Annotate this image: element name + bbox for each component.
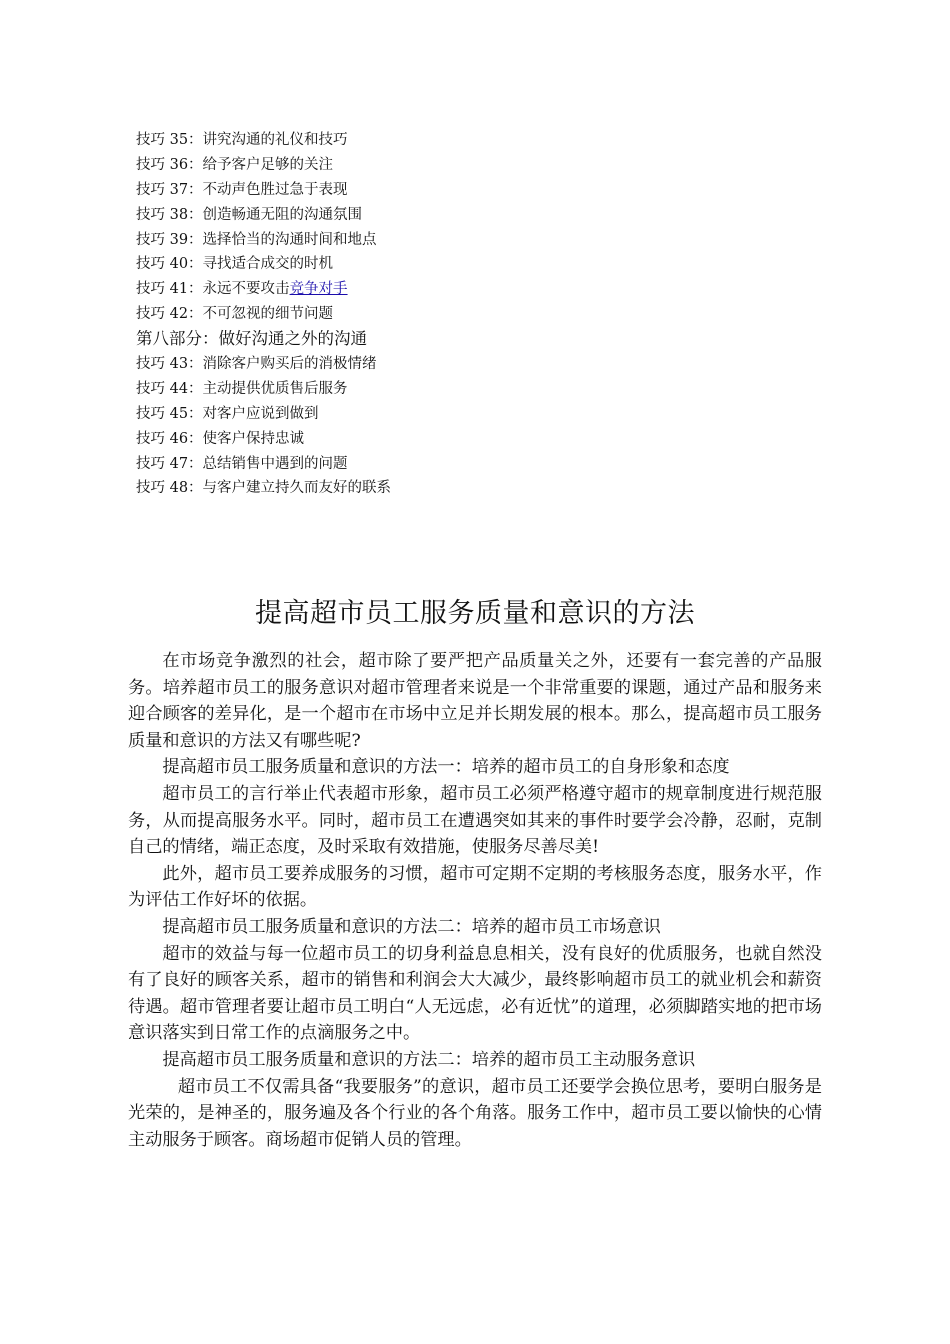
toc-item: 技巧 44：主动提供优质售后服务 — [136, 380, 348, 397]
paragraph: 此外，超市员工要养成服务的习惯，超市可定期不定期的考核服务态度，服务水平，作为评估工作好坏的依据。 — [128, 863, 822, 911]
toc-section-heading: 第八部分：做好沟通之外的沟通 — [136, 329, 367, 349]
article-body — [128, 648, 822, 1153]
method-heading: 提高超市员工服务质量和意识的方法一：培养的超市员工的自身形象和态度 — [162, 757, 730, 778]
toc-item: 技巧 40：寻找适合成交的时机 — [136, 256, 334, 273]
toc-list — [136, 128, 736, 501]
toc-item-41 — [136, 277, 736, 302]
toc-item: 技巧 36：给予客户足够的关注 — [136, 156, 334, 173]
toc-item-41-text: 技巧 41：永远不要攻击 — [136, 281, 290, 298]
toc-item: 技巧 43：消除客户购买后的消极情绪 — [136, 356, 377, 373]
paragraph: 在市场竞争激烈的社会，超市除了要严把产品质量关之外，还要有一套完善的产品服务。培养超市员工的服务意识对超市管理者来说是一个非常重要的课题，通过产品和服务来迎合顾客的差异化，是一个超市在市场中立足并长期发展的根本。那么，提高超市员工服务质量和意识的方法又有哪些呢? — [128, 651, 822, 751]
toc-item: 技巧 47：总结销售中遇到的问题 — [136, 455, 348, 472]
paragraph: 超市员工不仅需具备“我要服务”的意识，超市员工还要学会换位思考，要明白服务是光荣的，是神圣的，服务遍及各个行业的各个角落。服务工作中，超市员工要以愉快的心情主动服务于顾客。商场超市促销人员的管理。 — [128, 1076, 822, 1150]
method-heading: 提高超市员工服务质量和意识的方法二：培养的超市员工市场意识 — [162, 916, 661, 937]
paragraph: 超市员工的言行举止代表超市形象，超市员工必须严格遵守超市的规章制度进行规范服务，从而提高服务水平。同时，超市员工在遭遇突如其来的事件时要学会冷静，忍耐，克制自己的情绪，端正态度，及时采取有效措施，使服务尽善尽美! — [128, 783, 822, 858]
toc-item: 技巧 37：不动声色胜过急于表现 — [136, 181, 348, 198]
toc-item: 技巧 42：不可忽视的细节问题 — [136, 306, 334, 323]
toc-item: 技巧 35：讲究沟通的礼仪和技巧 — [136, 132, 348, 148]
paragraph: 超市的效益与每一位超市员工的切身利益息息相关，没有良好的优质服务，也就自然没有了良好的顾客关系，超市的销售和利润会大大减少，最终影响超市员工的就业机会和薪资待遇。超市管理者要让超市员工明白“人无远虑，必有近忧”的道理，必须脚踏实地的把市场意识落实到日常工作的点滴服务之中。 — [128, 943, 822, 1044]
toc-item: 技巧 39：选择恰当的沟通时间和地点 — [136, 231, 377, 248]
method-heading: 提高超市员工服务质量和意识的方法二：培养的超市员工主动服务意识 — [162, 1049, 696, 1070]
article-title: 提高超市员工服务质量和意识的方法 — [255, 598, 695, 629]
toc-item: 技巧 48：与客户建立持久而友好的联系 — [136, 480, 392, 497]
toc-item: 技巧 46：使客户保持忠诚 — [136, 430, 305, 447]
toc-item: 技巧 38：创造畅通无阻的沟通氛围 — [136, 206, 363, 223]
toc-item: 技巧 45：对客户应说到做到 — [136, 405, 319, 422]
competitor-link[interactable]: 竞争对手 — [289, 281, 348, 298]
